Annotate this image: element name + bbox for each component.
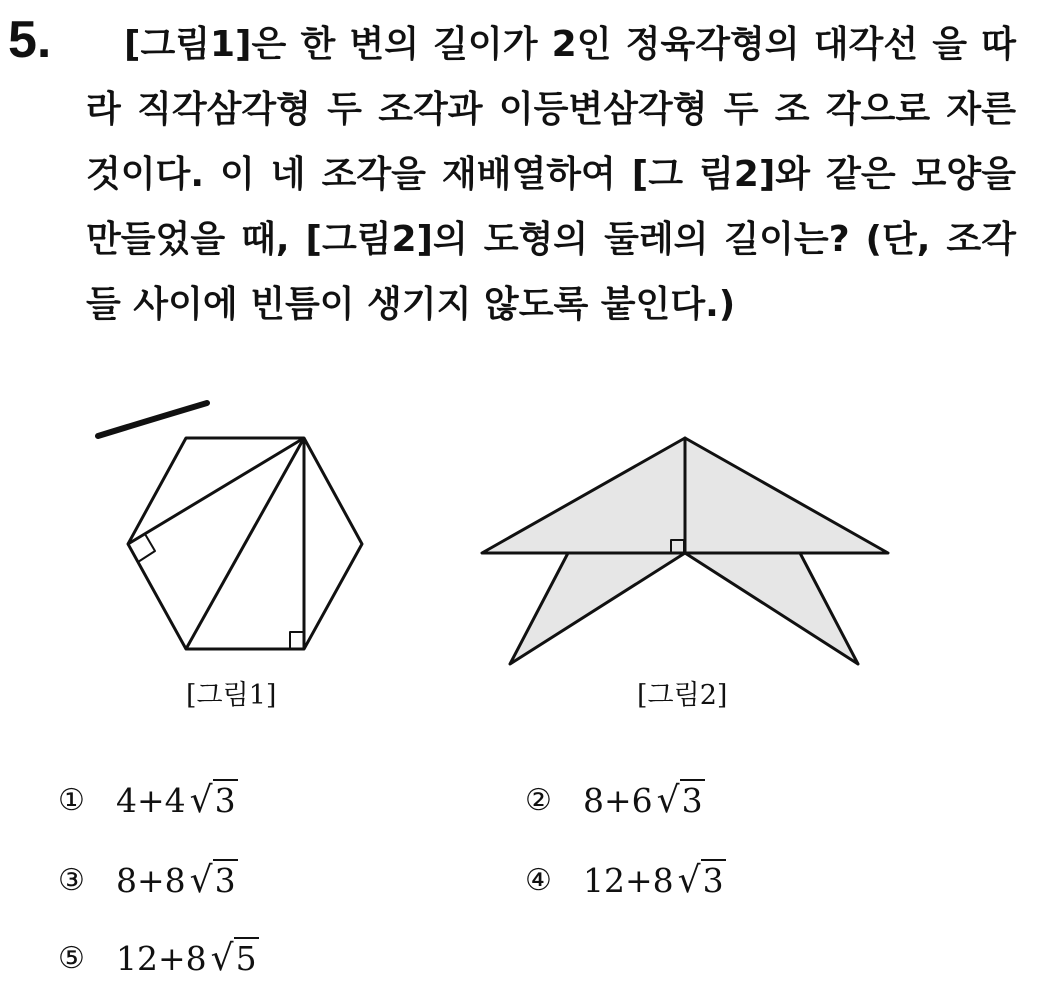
diagonal-2: [186, 438, 304, 649]
choice-radicand: 3: [214, 780, 236, 820]
lower-right-triangle: [685, 553, 858, 664]
sqrt-symbol: √: [656, 779, 680, 821]
stem-line: 을 따라 직각삼각형 두 조각과 이등변삼각형 두 조: [86, 24, 1016, 130]
stem-line: 림2]와 같은 모양을 만들었을 때, [그림2]의 도형의: [86, 154, 1016, 260]
lower-left-triangle: [510, 553, 685, 664]
stem-line: 둘레의 길이는? (단, 조각들 사이에 빈틈이 생기지: [86, 219, 1016, 325]
figure-2-shape: [482, 438, 888, 664]
upper-right-triangle: [685, 438, 888, 553]
diagonal-1: [128, 438, 304, 544]
stem-line: 않도록 붙인다.): [483, 284, 736, 325]
choice-marker: ④: [525, 862, 552, 898]
sqrt-symbol: √: [189, 859, 213, 901]
choice-radicand: 5: [235, 938, 257, 978]
choice-5[interactable]: [58, 934, 259, 982]
figure-1-hexagon: [98, 403, 362, 649]
right-angle-mark-2: [290, 632, 304, 649]
choice-marker: ②: [525, 782, 552, 818]
choice-radicand: 3: [702, 860, 724, 900]
stem-line: [그림1]은 한 변의 길이가 2인 정육각형의 대각선: [124, 24, 919, 65]
sqrt-symbol: √: [210, 937, 234, 979]
choice-lead: 8+8: [116, 860, 186, 900]
figures-area: [0, 390, 1052, 680]
choice-expression: [116, 860, 238, 901]
upper-left-triangle: [482, 438, 685, 553]
hand-mark-arc: [98, 403, 207, 436]
choice-expression: [583, 860, 726, 901]
figure-1-caption: [그림1]: [186, 680, 277, 711]
question-stem: [86, 12, 1016, 337]
choice-radicand: 3: [214, 860, 236, 900]
question-number: 5.: [8, 11, 52, 69]
right-angle-mark-1: [138, 534, 155, 562]
figure-2-caption: [그림2]: [637, 680, 728, 711]
choice-lead: 12+8: [583, 860, 674, 900]
sqrt-symbol: √: [189, 779, 213, 821]
choice-expression: [116, 780, 238, 821]
choice-lead: 4+4: [116, 780, 186, 820]
choice-lead: 8+6: [583, 780, 653, 820]
choice-4[interactable]: [525, 856, 726, 904]
choice-marker: ③: [58, 862, 85, 898]
choice-2[interactable]: [525, 776, 705, 824]
choice-radicand: 3: [681, 780, 703, 820]
choice-marker: ⑤: [58, 940, 85, 976]
choice-3[interactable]: [58, 856, 238, 904]
choice-1[interactable]: [58, 776, 238, 824]
choice-expression: [116, 938, 259, 979]
choice-expression: [583, 780, 705, 821]
choice-lead: 12+8: [116, 938, 207, 978]
sqrt-symbol: √: [677, 859, 701, 901]
stem-line: 각으로 자른 것이다. 이 네 조각을 재배열하여 [그: [86, 89, 1016, 195]
choice-marker: ①: [58, 782, 85, 818]
